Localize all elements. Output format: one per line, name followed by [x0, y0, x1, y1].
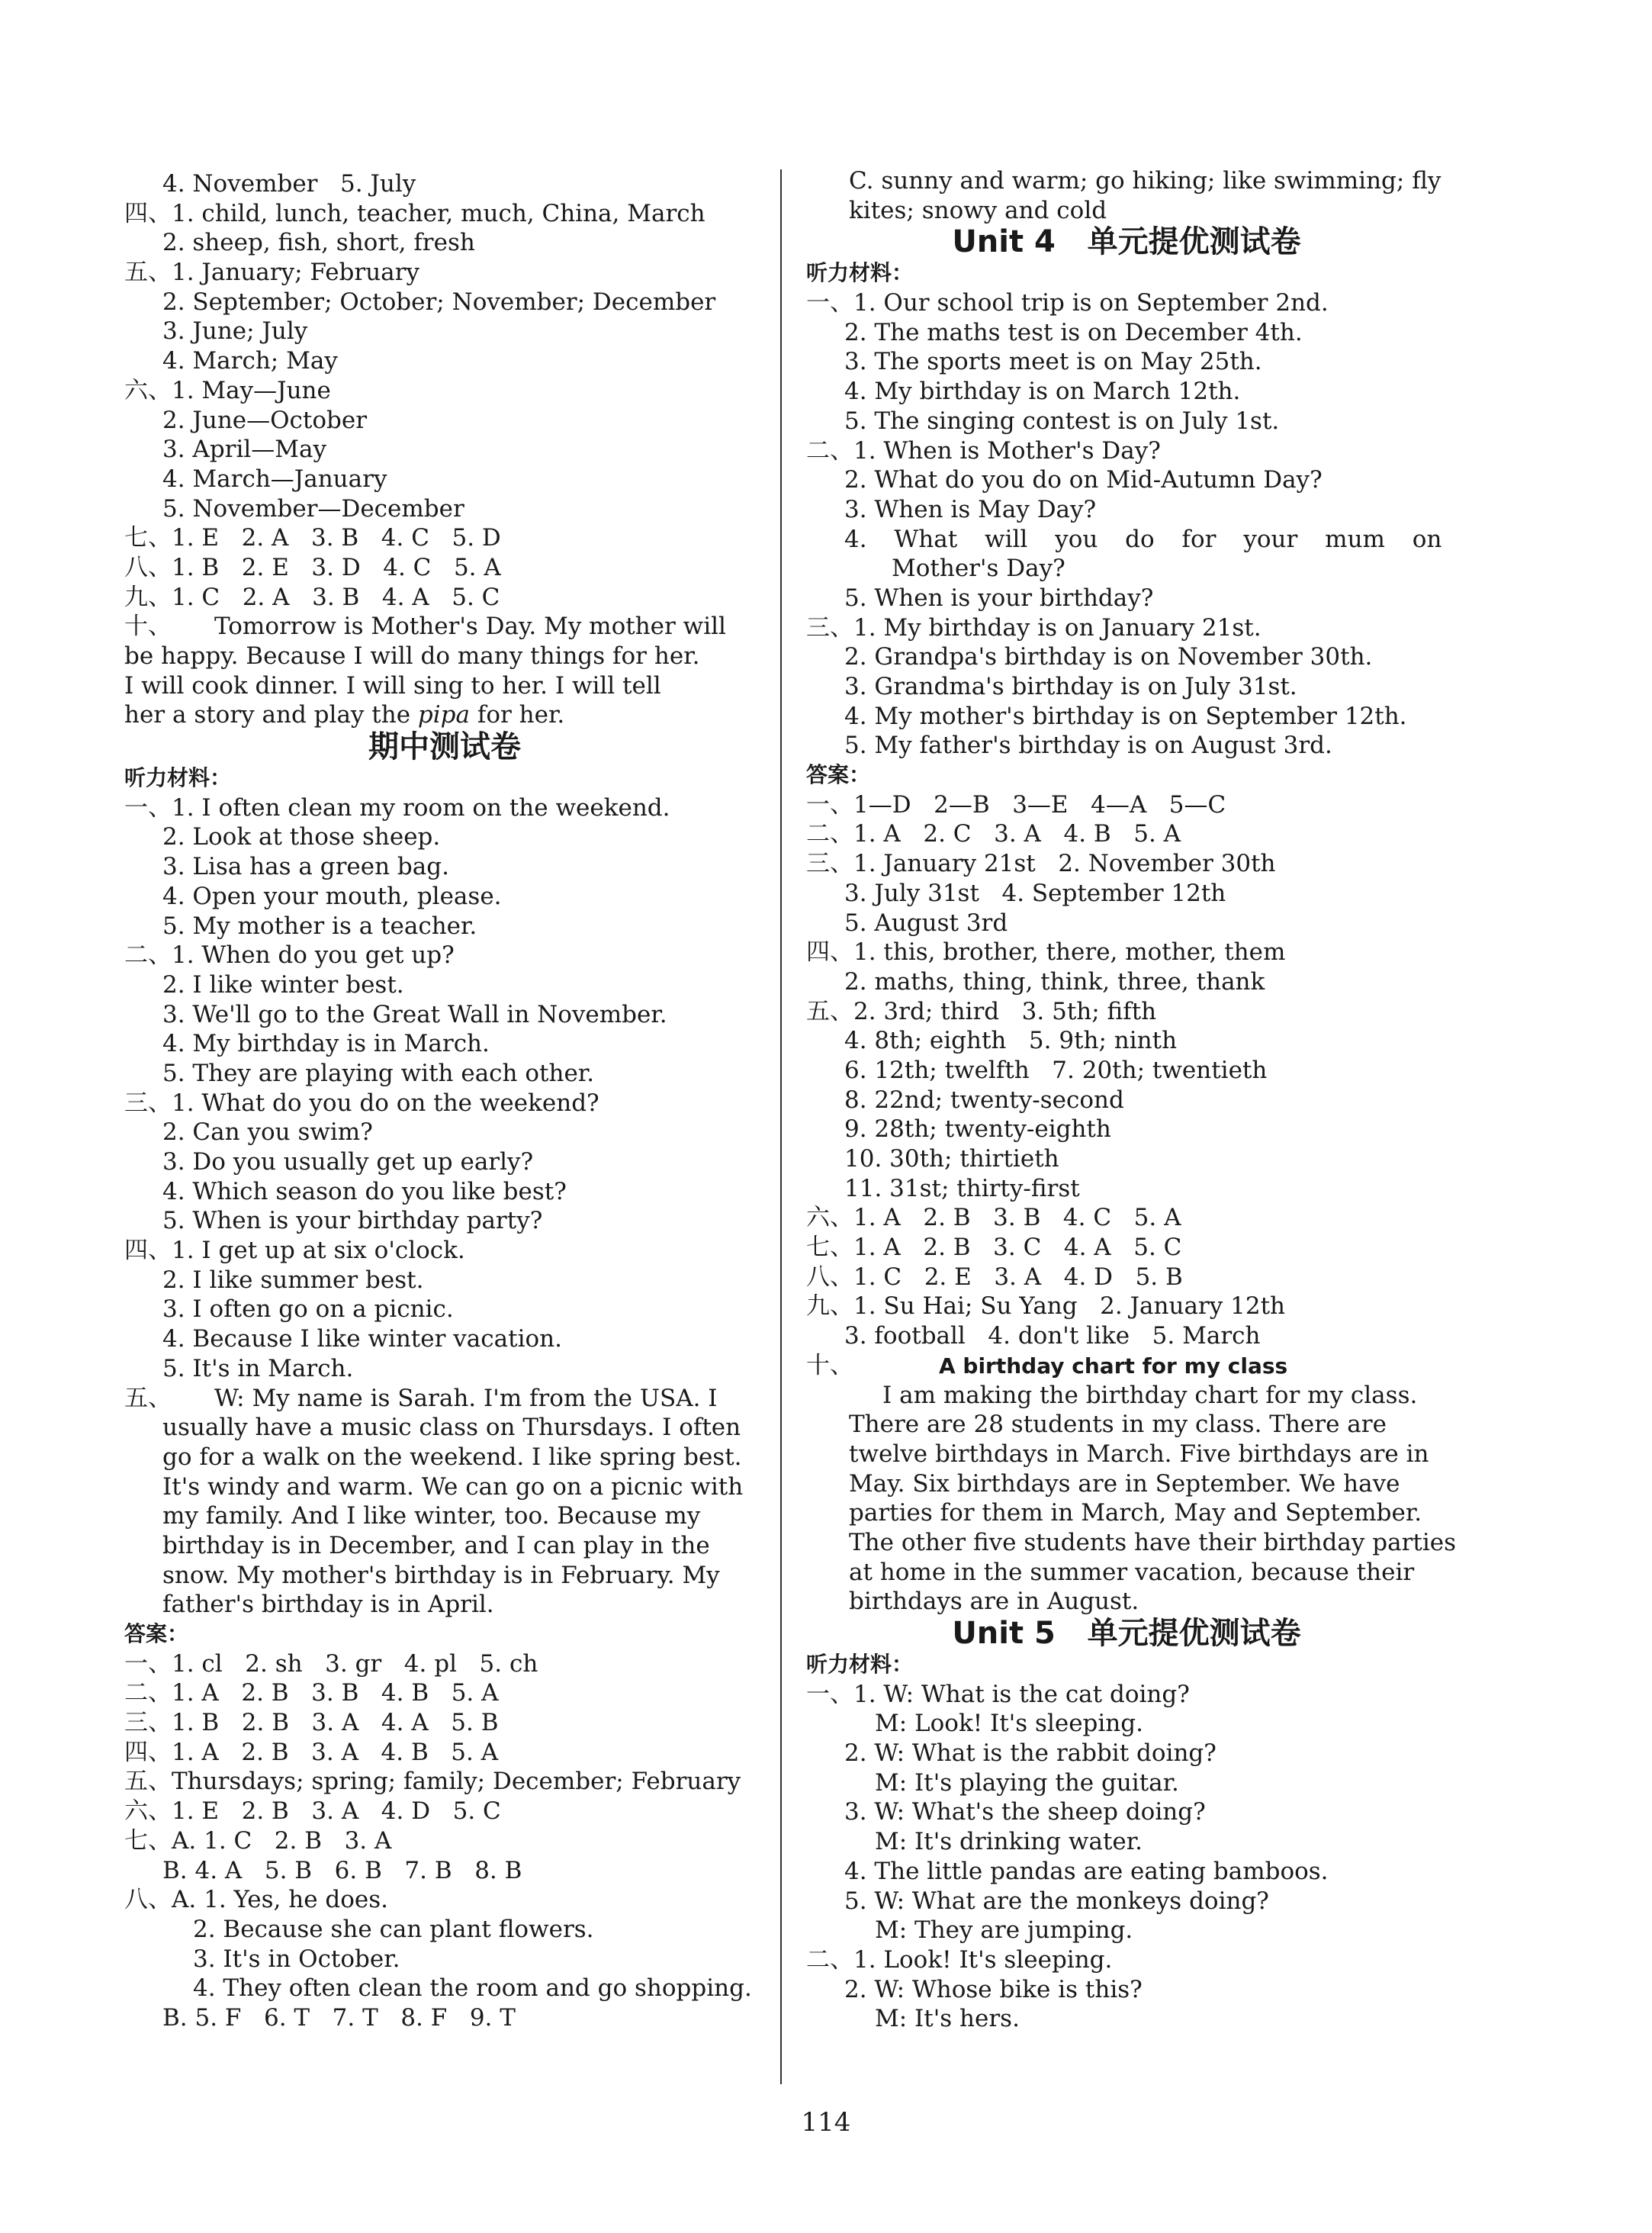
- text-line: 4. What will you do for your mum on: [844, 525, 1442, 553]
- listening-material-label: 听力材料：: [124, 765, 232, 791]
- text-line: 4. My birthday is on March 12th.: [844, 378, 1241, 406]
- text-line: 5. When is your birthday?: [844, 584, 1154, 612]
- text-line: 5. November—December: [162, 494, 464, 523]
- text-line: usually have a music class on Thursdays. I often: [162, 1414, 741, 1442]
- text-line: 11. 31st; thirty-first: [844, 1174, 1080, 1202]
- text-line: 8. 22nd; twenty-second: [844, 1086, 1124, 1114]
- text-line: kites; snowy and cold: [849, 196, 1107, 224]
- text-line: 三、1. What do you do on the weekend?: [124, 1089, 599, 1117]
- passage-text: for her.: [470, 701, 565, 729]
- text-line: parties for them in March, May and September.: [849, 1499, 1422, 1527]
- text-line: 二、1. A 2. B 3. B 4. B 5. A: [124, 1679, 499, 1707]
- text-line: 四、1. A 2. B 3. A 4. B 5. A: [124, 1738, 499, 1766]
- text-line: 四、1. child, lunch, teacher, much, China, March: [124, 199, 705, 227]
- text-line: 4. The little pandas are eating bamboos.: [844, 1857, 1329, 1885]
- text-line: 一、1. I often clean my room on the weekend.: [124, 793, 670, 822]
- text-line: 4. Which season do you like best?: [162, 1177, 567, 1205]
- left-column: [124, 169, 765, 2033]
- text-line: go for a walk on the weekend. I like spring best.: [162, 1443, 742, 1471]
- text-line: 2. sheep, fish, short, fresh: [162, 229, 475, 257]
- passage-text: W: My name is Sarah. I'm from the USA. I: [214, 1384, 718, 1412]
- text-line: 3. July 31st 4. September 12th: [844, 879, 1226, 907]
- text-line: 2. I like summer best.: [162, 1266, 424, 1294]
- section-title-midterm: 期中测试卷: [368, 729, 521, 765]
- text-line: 七、A. 1. C 2. B 3. A: [124, 1826, 392, 1855]
- text-line: 3. Grandma's birthday is on July 31st.: [844, 673, 1297, 700]
- text-line: The other five students have their birthday parties: [849, 1528, 1457, 1556]
- text-line: at home in the summer vacation, because their: [849, 1558, 1415, 1586]
- text-line: 4. Open your mouth, please.: [162, 882, 502, 910]
- text-line: 4. November 5. July: [162, 170, 416, 198]
- text-line: 五、Thursdays; spring; family; December; February: [124, 1768, 741, 1796]
- text-line: 4. March; May: [162, 347, 338, 375]
- text-line: It's windy and warm. We can go on a picnic with: [162, 1472, 744, 1501]
- text-line: 3. football 4. don't like 5. March: [844, 1322, 1261, 1350]
- text-line: 二、1. When is Mother's Day?: [806, 436, 1161, 465]
- text-line: 三、1. B 2. B 3. A 4. A 5. B: [124, 1709, 499, 1737]
- text-line: 2. What do you do on Mid-Autumn Day?: [844, 466, 1323, 494]
- text-line: M: It's drinking water.: [875, 1828, 1143, 1856]
- text-line: [124, 700, 765, 730]
- text-line: 2. June—October: [162, 406, 368, 434]
- text-line: I will cook dinner. I will sing to her. I will tell: [124, 671, 661, 700]
- text-line: 七、1. A 2. B 3. C 4. A 5. C: [806, 1234, 1182, 1262]
- text-line: 5. My father's birthday is on August 3rd.: [844, 732, 1332, 760]
- answer-label: 答案：: [806, 762, 871, 788]
- text-line: M: It's playing the guitar.: [875, 1768, 1179, 1797]
- text-line: father's birthday is in April.: [162, 1591, 494, 1619]
- listening-material-label: 听力材料：: [806, 260, 914, 286]
- listening-material-label: 听力材料：: [806, 1652, 914, 1677]
- text-line: my family. And I like winter, too. Because my: [162, 1502, 701, 1530]
- text-line: 2. Can you swim?: [162, 1118, 373, 1147]
- text-line: [124, 1384, 765, 1414]
- text-line: 二、1. A 2. C 3. A 4. B 5. A: [806, 820, 1181, 848]
- text-line: 五、1. January; February: [124, 259, 419, 287]
- text-line: 六、1. A 2. B 3. B 4. C 5. A: [806, 1204, 1181, 1232]
- text-line: There are 28 students in my class. There are: [849, 1411, 1387, 1439]
- text-line: [124, 612, 765, 642]
- text-line: 9. 28th; twenty-eighth: [844, 1115, 1111, 1144]
- text-line: I am making the birthday chart for my class.: [882, 1381, 1418, 1409]
- text-line: 4. They often clean the room and go shopping.: [193, 1974, 752, 2003]
- text-line: 八、1. B 2. E 3. D 4. C 5. A: [124, 553, 501, 581]
- text-line: 5. They are playing with each other.: [162, 1059, 595, 1087]
- text-line: birthdays are in August.: [849, 1588, 1139, 1616]
- text-line: 四、1. I get up at six o'clock.: [124, 1237, 465, 1265]
- passage-text: her a story and play the: [124, 701, 418, 729]
- text-line: 2. Look at those sheep.: [162, 823, 441, 851]
- text-line: 6. 12th; twelfth 7. 20th; twentieth: [844, 1056, 1268, 1084]
- text-line: B. 5. F 6. T 7. T 8. F 9. T: [162, 2003, 516, 2032]
- text-line: 4. Because I like winter vacation.: [162, 1325, 562, 1353]
- text-line: 五、2. 3rd; third 3. 5th; fifth: [806, 997, 1157, 1025]
- text-line: 3. W: What's the sheep doing?: [844, 1798, 1206, 1826]
- text-line: 4. March—January: [162, 465, 387, 493]
- text-line: 5. The singing contest is on July 1st.: [844, 407, 1280, 435]
- text-line: be happy. Because I will do many things for her.: [124, 642, 700, 670]
- text-line: 一、1. cl 2. sh 3. gr 4. pl 5. ch: [124, 1649, 538, 1678]
- text-line: 九、1. C 2. A 3. B 4. A 5. C: [124, 583, 500, 611]
- answer-label: 答案：: [124, 1621, 189, 1646]
- item-label: 十、: [806, 1351, 853, 1379]
- text-line: 六、1. May—June: [124, 376, 331, 404]
- text-line: 九、1. Su Hai; Su Yang 2. January 12th: [806, 1292, 1285, 1321]
- text-line: 一、1. Our school trip is on September 2nd.: [806, 289, 1329, 317]
- text-line: 3. The sports meet is on May 25th.: [844, 348, 1262, 376]
- passage-text: Tomorrow is Mother's Day. My mother will: [214, 613, 726, 641]
- text-line: 3. We'll go to the Great Wall in November.: [162, 1000, 667, 1028]
- page-number: 114: [801, 2107, 851, 2138]
- text-line: 2. W: What is the rabbit doing?: [844, 1739, 1217, 1768]
- text-line: 4. My mother's birthday is on September 12th.: [844, 702, 1407, 730]
- text-line: [806, 1351, 1447, 1381]
- text-line: 5. August 3rd: [844, 909, 1008, 937]
- text-line: M: Look! It's sleeping.: [875, 1710, 1143, 1738]
- text-line: 5. W: What are the monkeys doing?: [844, 1887, 1269, 1915]
- text-line: 3. When is May Day?: [844, 495, 1097, 523]
- text-line: 2. The maths test is on December 4th.: [844, 318, 1303, 346]
- text-line: 2. W: Whose bike is this?: [844, 1975, 1143, 2003]
- text-line: 10. 30th; thirtieth: [844, 1145, 1059, 1173]
- text-line: 二、1. Look! It's sleeping.: [806, 1945, 1113, 1974]
- italic-word: pipa: [417, 701, 471, 729]
- text-line: 2. I like winter best.: [162, 970, 404, 999]
- text-line: 3. Lisa has a green bag.: [162, 853, 449, 881]
- column-divider: [780, 169, 782, 2084]
- text-line: 3. June; July: [162, 317, 308, 346]
- text-line: 三、1. January 21st 2. November 30th: [806, 850, 1276, 878]
- text-line: M: It's hers.: [875, 2005, 1020, 2033]
- text-line: birthday is in December, and I can play in the: [162, 1531, 710, 1559]
- passage-title: A birthday chart for my class: [939, 1353, 1288, 1379]
- text-line: M: They are jumping.: [875, 1916, 1133, 1945]
- text-line: Mother's Day?: [892, 555, 1065, 583]
- text-line: 3. I often go on a picnic.: [162, 1295, 454, 1324]
- section-title-unit4: Unit 4 单元提优测试卷: [952, 224, 1301, 260]
- text-line: twelve birthdays in March. Five birthdays are in: [849, 1440, 1429, 1468]
- text-line: 5. When is your birthday party?: [162, 1207, 543, 1235]
- section-title-unit5: Unit 5 单元提优测试卷: [952, 1616, 1301, 1651]
- text-line: 3. Do you usually get up early?: [162, 1148, 534, 1176]
- text-line: 一、1. W: What is the cat doing?: [806, 1680, 1190, 1708]
- text-line: May. Six birthdays are in September. We have: [849, 1469, 1400, 1498]
- text-line: 七、1. E 2. A 3. B 4. C 5. D: [124, 524, 501, 552]
- text-line: 二、1. When do you get up?: [124, 941, 455, 970]
- text-line: 四、1. this, brother, there, mother, them: [806, 938, 1286, 967]
- text-line: C. sunny and warm; go hiking; like swimming; fly: [849, 167, 1441, 195]
- text-line: 5. It's in March.: [162, 1354, 354, 1382]
- text-line: 2. Grandpa's birthday is on November 30th.: [844, 643, 1373, 671]
- text-line: 5. My mother is a teacher.: [162, 912, 477, 940]
- text-line: 八、A. 1. Yes, he does.: [124, 1886, 389, 1914]
- text-line: 4. 8th; eighth 5. 9th; ninth: [844, 1027, 1178, 1055]
- text-line: 2. September; October; November; December: [162, 288, 716, 316]
- text-line: 3. It's in October.: [193, 1945, 400, 1973]
- item-label: 十、: [124, 613, 172, 641]
- text-line: 2. maths, thing, think, three, thank: [844, 967, 1265, 996]
- text-line: 六、1. E 2. B 3. A 4. D 5. C: [124, 1797, 501, 1826]
- text-line: 八、1. C 2. E 3. A 4. D 5. B: [806, 1263, 1183, 1291]
- text-line: B. 4. A 5. B 6. B 7. B 8. B: [162, 1856, 522, 1884]
- text-line: snow. My mother's birthday is in February. My: [162, 1561, 720, 1589]
- text-line: 2. Because she can plant flowers.: [193, 1915, 594, 1943]
- text-line: 一、1—D 2—B 3—E 4—A 5—C: [806, 790, 1226, 819]
- item-label: 五、: [124, 1384, 172, 1412]
- right-column: [806, 167, 1457, 2034]
- text-line: 3. April—May: [162, 436, 327, 464]
- text-line: 三、1. My birthday is on January 21st.: [806, 613, 1261, 642]
- text-line: 4. My birthday is in March.: [162, 1030, 490, 1058]
